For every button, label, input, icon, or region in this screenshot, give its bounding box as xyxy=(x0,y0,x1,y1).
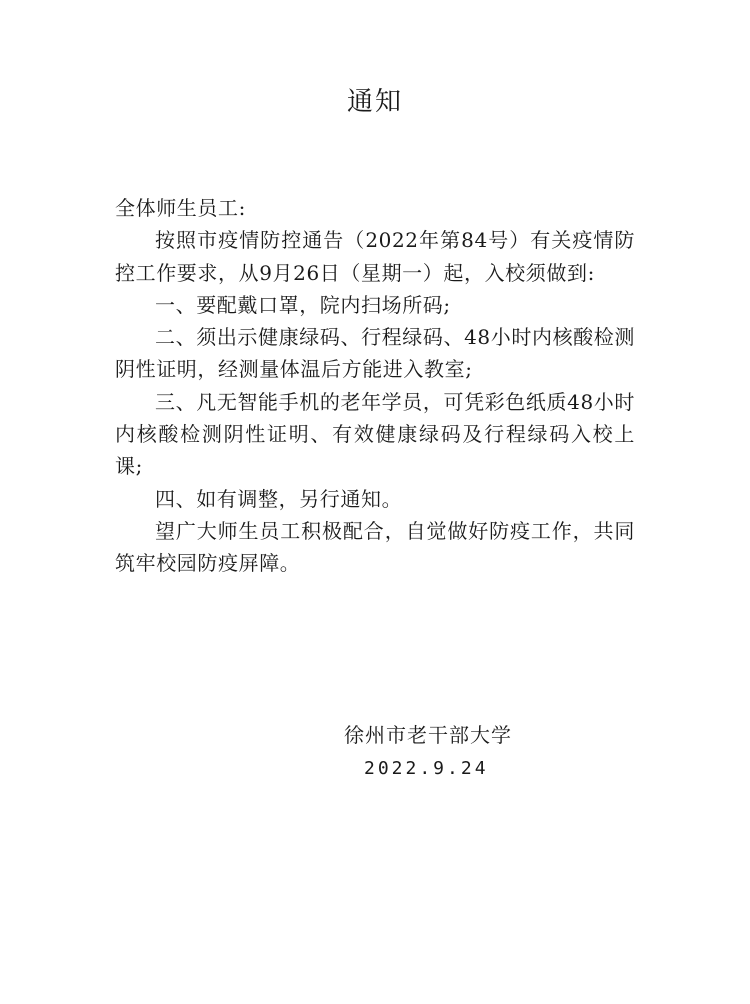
notice-body xyxy=(115,192,635,580)
signature-block xyxy=(330,720,590,784)
paragraph-item-1: 一、要配戴口罩，院内扫场所码; xyxy=(155,292,451,317)
paragraph-closing: 望广大师生员工积极配合，自觉做好防疫工作，共同筑牢校园防疫屏障。 xyxy=(115,518,635,576)
signature-organization: 徐州市老干部大学 xyxy=(344,723,512,747)
paragraph-item-4: 四、如有调整，另行通知。 xyxy=(155,486,403,511)
signature-date: 2022.9.24 xyxy=(364,758,489,779)
paragraph-intro: 按照市疫情防控通告（2022年第84号）有关疫情防控工作要求，从9月26日（星期一）起，入校须做到: xyxy=(115,228,635,285)
document-title: 通知 xyxy=(346,87,403,117)
paragraph-item-3: 三、凡无智能手机的老年学员，可凭彩色纸质48小时内核酸检测阴性证明、有效健康绿码及行程绿码入校上课; xyxy=(115,389,635,479)
paragraph-item-2: 二、须出示健康绿码、行程绿码、48小时内核酸检测阴性证明，经测量体温后方能进入教室; xyxy=(115,325,635,382)
salutation: 全体师生员工: xyxy=(115,196,246,220)
